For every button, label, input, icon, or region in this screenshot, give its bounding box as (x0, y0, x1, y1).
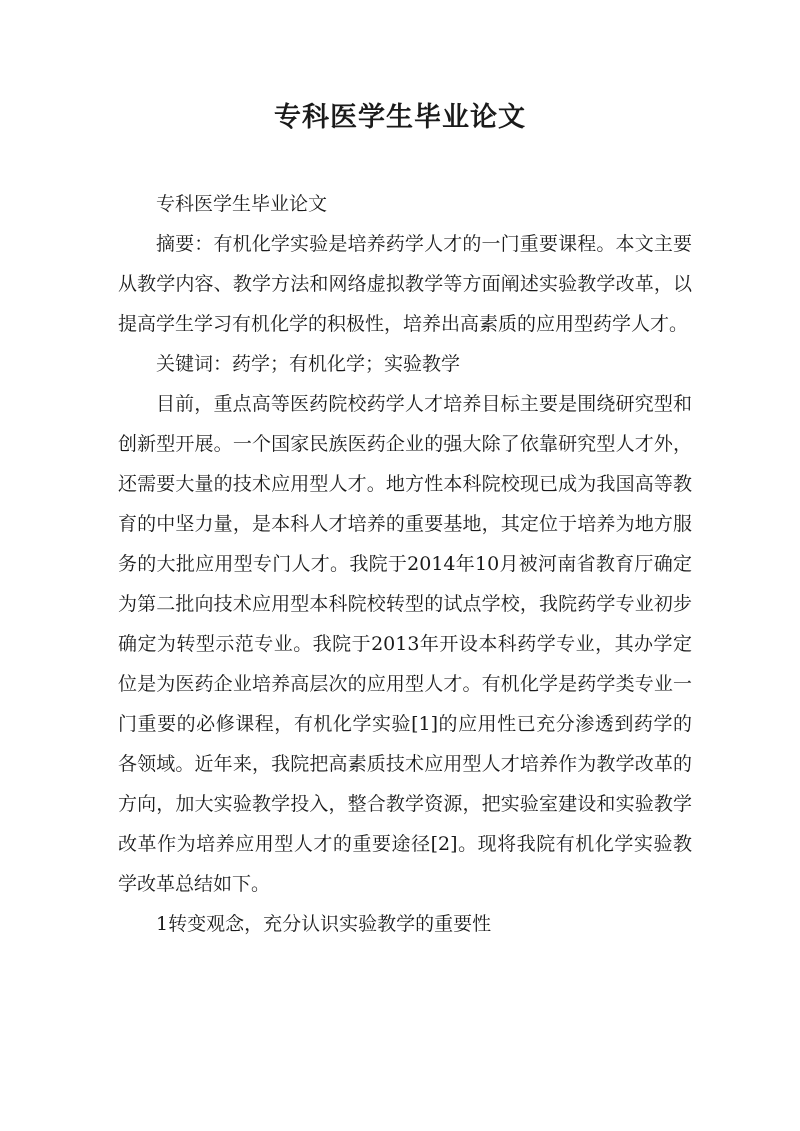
abstract-paragraph: 摘要：有机化学实验是培养药学人才的一门重要课程。本文主要从教学内容、教学方法和网络虚拟教学等方面阐述实验教学改革，以提高学生学习有机化学的积极性，培养出高素质的应用型药学人才。 (118, 233, 692, 335)
section-heading: 1转变观念，充分认识实验教学的重要性 (156, 913, 492, 935)
subtitle-paragraph: 专科医学生毕业论文 (156, 193, 328, 215)
document-body (118, 184, 692, 944)
document-title: 专科医学生毕业论文 (274, 102, 526, 133)
keywords-paragraph: 关键词：药学；有机化学；实验教学 (156, 353, 461, 375)
introduction-paragraph: 目前，重点高等医药院校药学人才培养目标主要是围绕研究型和创新型开展。一个国家民族医药企业的强大除了依靠研究型人才外，还需要大量的技术应用型人才。地方性本科院校现已成为我国高等教育的中坚力量，是本科人才培养的重要基地，其定位于培养为地方服务的大批应用型专门人才。我院于2014年10月被河南省教育厅确定为第二批向技术应用型本科院校转型的试点学校，我院药学专业初步确定为转型示范专业。我院于2013年开设本科药学专业，其办学定位是为医药企业培养高层次的应用型人才。有机化学是药学类专业一门重要的必修课程，有机化学实验[1]的应用性已充分渗透到药学的各领域。近年来，我院把高素质技术应用型人才培养作为教学改革的方向，加大实验教学投入，整合教学资源，把实验室建设和实验教学改革作为培养应用型人才的重要途径[2]。现将我院有机化学实验教学改革总结如下。 (118, 393, 692, 895)
